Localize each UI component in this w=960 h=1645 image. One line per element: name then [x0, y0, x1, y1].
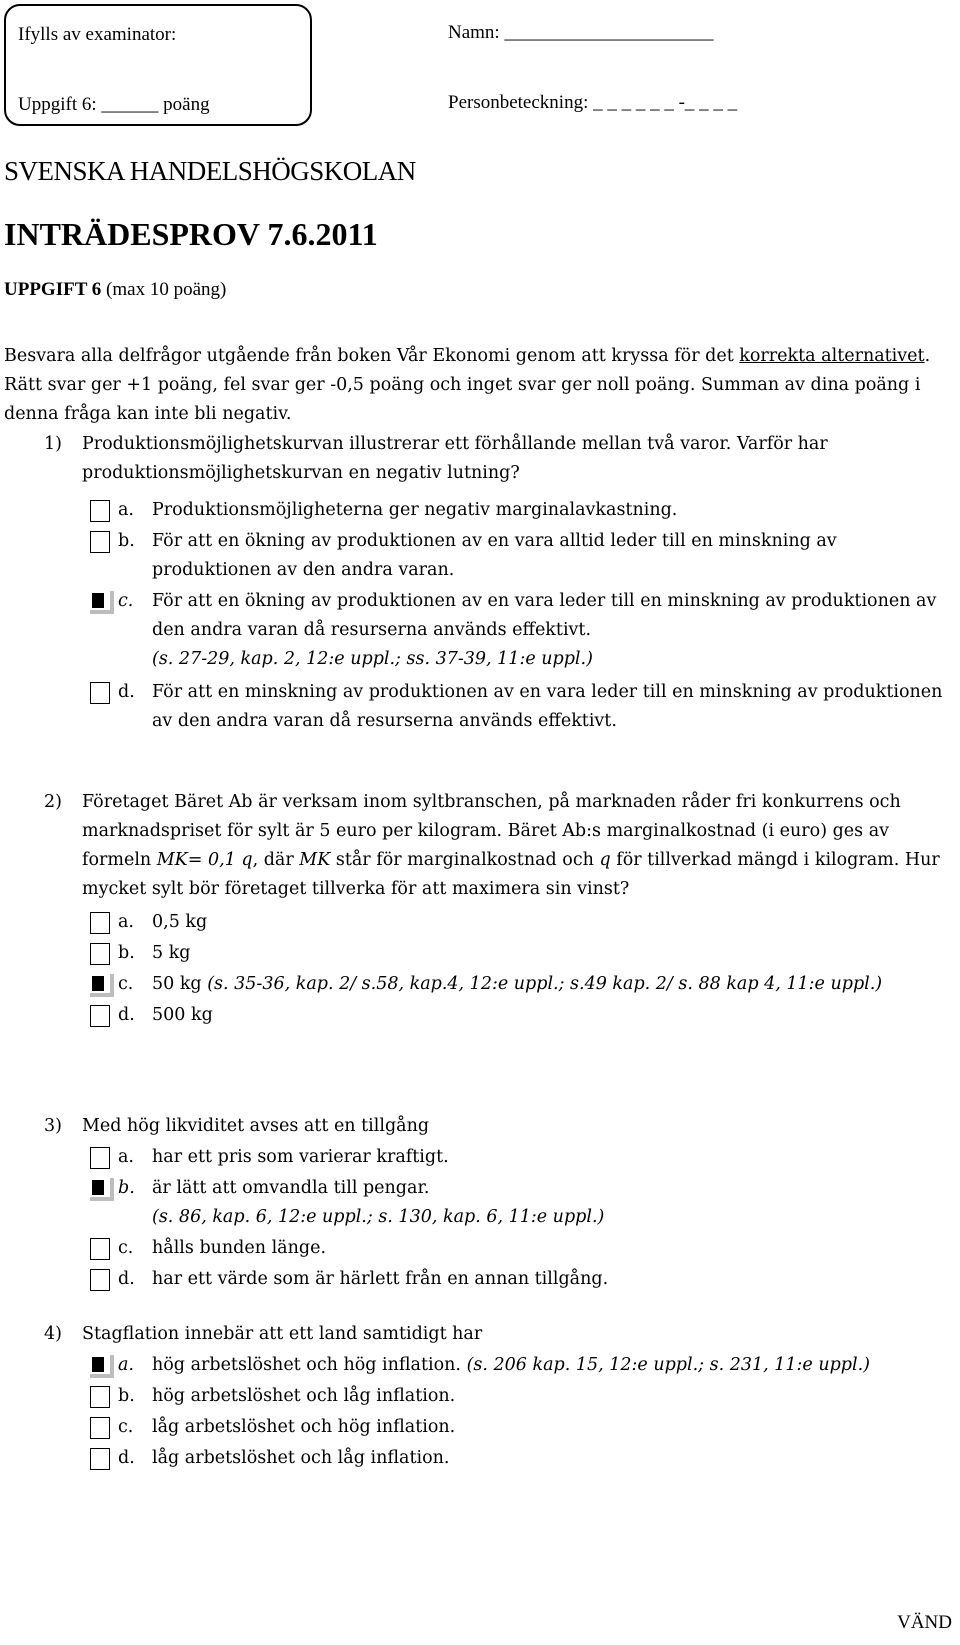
option-3c[interactable]: [90, 1234, 944, 1263]
option-letter: a.: [118, 500, 134, 520]
option-text-body: är lätt att omvandla till pengar.: [152, 1178, 430, 1198]
question-text-part: står för marginalkostnad och: [330, 850, 600, 870]
name-field: Namn: ______________________: [448, 22, 714, 43]
checkbox-checked[interactable]: [90, 1355, 110, 1377]
check-mark-icon: [92, 593, 104, 608]
checkbox[interactable]: [90, 1448, 110, 1470]
option-3d[interactable]: [90, 1265, 944, 1294]
checkbox-checked[interactable]: [90, 1178, 110, 1200]
checkbox[interactable]: [90, 1005, 110, 1027]
option-letter: d.: [118, 1005, 135, 1025]
personal-id-field: Personbeteckning: _ _ _ _ _ _ -_ _ _ _: [448, 92, 738, 113]
checkbox-shadow: [110, 974, 114, 997]
option-text: hålls bunden länge.: [152, 1238, 327, 1258]
question-3: [44, 1112, 944, 1294]
option-3a[interactable]: [90, 1143, 944, 1172]
instructions-underlined: korrekta alternativet: [739, 346, 925, 366]
option-2c[interactable]: [90, 970, 944, 999]
option-2a[interactable]: [90, 908, 944, 937]
checkbox-shadow: [110, 1355, 114, 1378]
option-reference: (s. 35-36, kap. 2/ s.58, kap.4, 12:e uppl.; s.49 kap. 2/ s. 88 kap 4, 11:e uppl.): [207, 974, 883, 994]
option-letter: a.: [118, 1147, 134, 1167]
option-1a[interactable]: [90, 496, 944, 525]
instructions-text-2: . Rätt svar ger +1 poäng, fel svar ger -0,5 poäng och inget svar ger noll poäng. Summan av dina poäng i denna fråga kan inte bli negativ.: [4, 346, 931, 424]
check-mark-icon: [92, 976, 104, 991]
option-1b[interactable]: [90, 527, 944, 585]
option-text: För att en minskning av produktionen av en vara leder till en minskning av produktionen av den andra varan då resurserna används effektivt.: [152, 682, 943, 731]
instructions-text-1: Besvara alla delfrågor utgående från boken Vår Ekonomi genom att kryssa för det: [4, 346, 740, 366]
check-mark-icon: [92, 1180, 104, 1195]
option-4a[interactable]: [90, 1351, 944, 1380]
option-text: Produktionsmöjligheterna ger negativ marginalavkastning.: [152, 500, 678, 520]
variable-q: q: [599, 850, 611, 870]
option-letter: c.: [118, 1417, 134, 1437]
option-text-body: 50 kg: [152, 974, 202, 994]
option-text: hög arbetslöshet och låg inflation.: [152, 1386, 456, 1406]
question-2: [44, 788, 944, 1030]
task-heading-bold: UPPGIFT 6: [4, 279, 102, 300]
option-text: [152, 1174, 944, 1232]
checkbox[interactable]: [90, 531, 110, 553]
option-text: 500 kg: [152, 1005, 213, 1025]
check-mark-icon: [92, 1357, 104, 1372]
question-text: Produktionsmöjlighetskurvan illustrerar ett förhållande mellan två varor. Varför har produktionsmöjlighetskurvan en negativ lutning?: [82, 434, 828, 483]
checkbox[interactable]: [90, 1147, 110, 1169]
option-text-body: hög arbetslöshet och hög inflation.: [152, 1355, 461, 1375]
option-letter: b.: [118, 1178, 135, 1198]
option-2d[interactable]: [90, 1001, 944, 1030]
question-text-part: , där: [252, 850, 300, 870]
instructions: [4, 342, 956, 429]
option-text: 5 kg: [152, 943, 191, 963]
checkbox[interactable]: [90, 943, 110, 965]
question-1: [44, 430, 944, 736]
option-text: [152, 1351, 944, 1380]
formula: MK= 0,1 q: [156, 850, 253, 870]
option-4c[interactable]: [90, 1413, 944, 1442]
variable-mk: MK: [299, 850, 331, 870]
option-4b[interactable]: [90, 1382, 944, 1411]
option-text: [152, 970, 944, 999]
option-text: [152, 587, 944, 674]
option-letter: d.: [118, 1448, 135, 1468]
examiner-label: Ifylls av examinator:: [18, 24, 177, 45]
question-text: [82, 788, 944, 904]
exam-title: INTRÄDESPROV 7.6.2011: [4, 216, 378, 252]
option-text: låg arbetslöshet och låg inflation.: [152, 1448, 450, 1468]
option-1d[interactable]: [90, 678, 944, 736]
option-letter: d.: [118, 1269, 135, 1289]
task-heading-points: (max 10 poäng): [101, 279, 227, 300]
checkbox[interactable]: [90, 500, 110, 522]
option-letter: c.: [118, 1238, 134, 1258]
option-letter: c.: [118, 974, 134, 994]
question-text: Med hög likviditet avses att en tillgång: [82, 1116, 430, 1136]
option-letter: b.: [118, 531, 135, 551]
checkbox-shadow: [110, 1178, 114, 1201]
option-letter: d.: [118, 682, 135, 702]
checkbox-checked[interactable]: [90, 974, 110, 996]
checkbox[interactable]: [90, 1269, 110, 1291]
school-name: SVENSKA HANDELSHÖGSKOLAN: [4, 156, 416, 186]
option-reference: (s. 206 kap. 15, 12:e uppl.; s. 231, 11:e uppl.): [466, 1355, 870, 1375]
option-text: 0,5 kg: [152, 912, 208, 932]
task-heading: [4, 279, 226, 301]
option-text: För att en ökning av produktionen av en vara alltid leder till en minskning av produktionen av den andra varan.: [152, 531, 837, 580]
question-number: 3): [44, 1116, 62, 1136]
question-text-part: Företaget Bäret Ab är verksam inom syltbranschen, på marknaden råder fri konkurrens och marknadspriset för sylt är 5 euro per kilogram. Bäret Ab:s marginalkostnad (i euro) ges av formeln: [82, 792, 901, 870]
checkbox[interactable]: [90, 1386, 110, 1408]
option-letter: b.: [118, 943, 135, 963]
option-3b[interactable]: [90, 1174, 944, 1232]
question-number: 2): [44, 792, 62, 812]
question-number: 4): [44, 1324, 62, 1344]
option-4d[interactable]: [90, 1444, 944, 1473]
option-reference: (s. 86, kap. 6, 12:e uppl.; s. 130, kap. 6, 11:e uppl.): [152, 1207, 605, 1227]
option-reference: (s. 27-29, kap. 2, 12:e uppl.; ss. 37-39, 11:e uppl.): [152, 649, 593, 669]
question-text-part: för tillverkad mängd i kilogram. Hur mycket sylt bör företaget tillverka för att maximera sin vinst?: [82, 850, 940, 899]
option-text: har ett värde som är härlett från en annan tillgång.: [152, 1269, 609, 1289]
option-letter: c.: [118, 591, 134, 611]
option-letter: b.: [118, 1386, 135, 1406]
option-letter: a.: [118, 912, 134, 932]
checkbox[interactable]: [90, 1238, 110, 1260]
option-text: låg arbetslöshet och hög inflation.: [152, 1417, 456, 1437]
task-points-field: Uppgift 6: ______ poäng: [18, 94, 210, 115]
checkbox-checked[interactable]: [90, 591, 110, 613]
checkbox[interactable]: [90, 682, 110, 704]
turn-page-label: VÄND: [897, 1612, 952, 1633]
option-2b[interactable]: [90, 939, 944, 968]
question-4: [44, 1320, 944, 1473]
checkbox[interactable]: [90, 1417, 110, 1439]
question-text: Stagflation innebär att ett land samtidigt har: [82, 1324, 483, 1344]
option-text-body: För att en ökning av produktionen av en vara leder till en minskning av produktionen av den andra varan då resurserna används effektivt.: [152, 591, 937, 640]
examiner-box: [4, 4, 312, 126]
question-number: 1): [44, 434, 62, 454]
checkbox[interactable]: [90, 912, 110, 934]
option-1c[interactable]: [90, 587, 944, 674]
option-text: har ett pris som varierar kraftigt.: [152, 1147, 449, 1167]
option-letter: a.: [118, 1355, 134, 1375]
checkbox-shadow: [110, 591, 114, 614]
